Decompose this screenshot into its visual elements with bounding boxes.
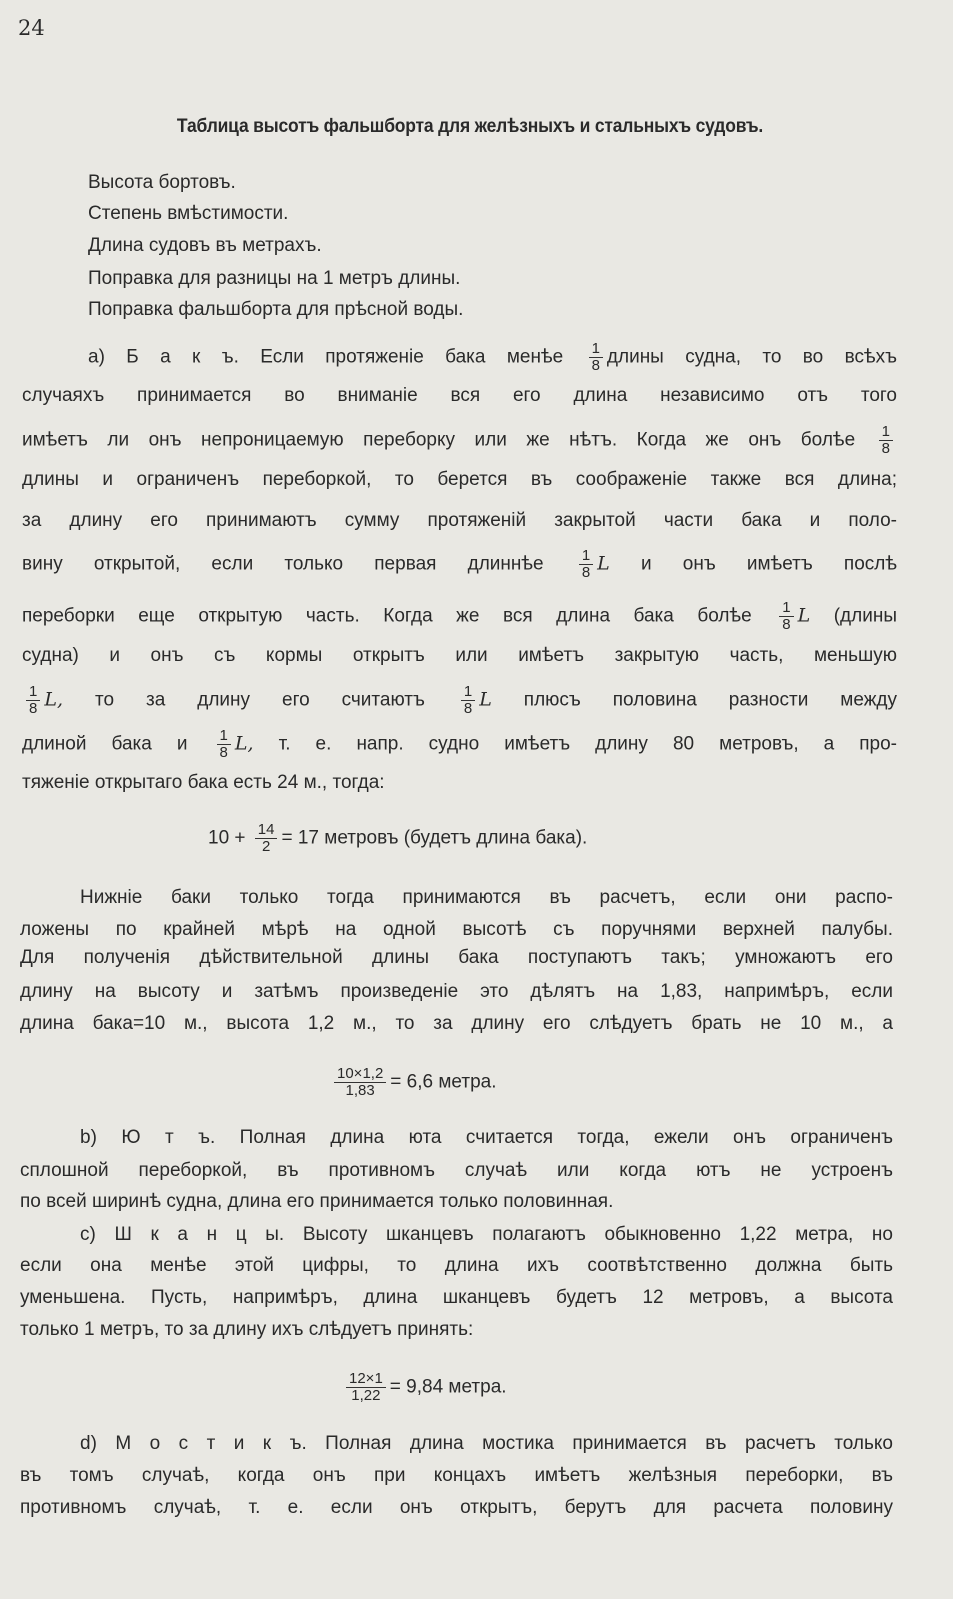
fraction [26,684,40,717]
fraction-numerator: 1 [779,600,793,617]
text-line [22,548,897,581]
text-line [20,980,893,1004]
text-line [20,946,893,970]
text-line [80,1126,893,1150]
text-segment: Для полученiя дѣйствительной длины бака поступаютъ такъ; умножаютъ его [20,947,893,968]
text-line [22,424,897,457]
fraction-numerator: 1 [579,548,593,565]
text-line [88,202,288,226]
text-segment: длину на высоту и затѣмъ произведенiе это дѣлятъ на 1,83, напримѣръ, если [20,981,893,1002]
text-segment: противномъ случаѣ, т. е. если онъ открытъ, берутъ для расчета половину [20,1497,893,1518]
text-segment: Поправка фальшборта для прѣсной воды. [88,299,464,320]
text-segment: ложены по крайней мѣрѣ на одной высотѣ съ поручнями верхней палубы. [20,919,893,940]
text-segment: d) М о с т и к ъ. Полная длина мостика принимается въ расчетъ только [80,1433,893,1454]
fraction [589,341,603,374]
fraction-denominator: 8 [581,564,591,581]
fraction [461,684,475,717]
text-segment: Поправка для разницы на 1 метръ длины. [88,268,461,289]
text-line [80,1432,893,1456]
fraction-numerator: 1 [217,728,231,745]
text-line [80,886,893,910]
formula-line [330,1066,496,1099]
math-variable: L, [234,732,254,755]
text-segment: вину открытой, если только первая длиннѣе [22,553,544,575]
math-variable: L [597,552,610,575]
page-title: Таблица высотъ фальшборта для желѣзныхъ и стальныхъ судовъ. [176,116,764,137]
text-line [22,644,897,668]
fraction-numerator: 1 [879,424,893,441]
fraction-numerator: 12×1 [346,1371,386,1388]
fraction [346,1371,386,1404]
fraction-numerator: 14 [255,822,278,839]
text-segment: то за длину его считаютъ [94,689,425,711]
text-line [20,1496,893,1520]
text-segment: Нижнiе баки только тогда принимаются въ расчетъ, если они распо- [80,887,893,908]
math-variable: L, [44,688,64,711]
fraction-numerator: 1 [26,684,40,701]
text-line [22,684,897,717]
fraction-denominator: 8 [591,357,600,374]
text-line [88,171,236,195]
text-segment: длины судна, то во всѣхъ [606,346,898,368]
text-segment: уменьшена. Пусть, напримѣръ, длина шканцевъ будетъ 12 метровъ, а высота [20,1287,893,1308]
text-segment: (длины [833,605,897,627]
text-line [22,468,897,492]
fraction [879,424,893,457]
text-segment: Степень вмѣстимости. [88,203,289,224]
fraction [779,600,793,633]
text-segment: Длина судовъ въ метрахъ. [88,235,322,256]
text-segment: если она менѣе этой цифры, то длина ихъ соотвѣтственно должна быть [20,1255,893,1276]
formula-line [342,1371,507,1404]
text-line [20,1318,473,1342]
text-line [22,771,385,795]
fraction [579,548,593,581]
text-line [88,341,897,374]
formula-line [208,822,587,855]
text-segment: имѣетъ ли онъ непроницаемую переборку или же нѣтъ. Когда же онъ болѣе [22,429,856,451]
text-segment: и онъ имѣетъ послѣ [640,553,898,575]
text-segment: b) Ю т ъ. Полная длина юта считается тогда, ежели онъ ограниченъ [80,1127,893,1148]
text-line [80,1223,893,1247]
text-segment: за длину его принимаютъ сумму протяженiй закрытой части бака и поло- [22,510,897,531]
text-line [88,267,460,291]
fraction-denominator: 1,83 [345,1082,375,1099]
text-line [20,1190,613,1214]
text-segment: плюсъ половина разности между [523,689,897,711]
math-variable: L [479,688,492,711]
text-segment: т. е. напр. судно имѣетъ длину 80 метровъ, а про- [278,733,898,755]
text-segment: тяженiе открытаго бака есть 24 м., тогда: [22,772,385,793]
text-line [22,509,897,533]
text-segment: = 6,6 метра. [390,1071,497,1093]
text-segment: 10 + [208,827,246,849]
text-line [20,1012,893,1036]
text-line [20,1254,893,1278]
math-variable: L [797,604,811,627]
text-segment: судна) и онъ съ кормы открытъ или имѣетъ закрытую часть, меньшую [22,645,897,666]
text-line [20,918,893,942]
fraction-denominator: 8 [881,440,891,457]
text-segment: Высота бортовъ. [88,172,236,193]
fraction [255,822,278,855]
fraction [217,728,231,761]
fraction-denominator: 8 [782,616,791,633]
text-line [88,234,322,258]
fraction-denominator: 8 [29,700,38,717]
fraction-numerator: 10×1,2 [334,1066,386,1083]
text-segment: случаяхъ принимается во вниманiе вся его длина независимо отъ того [22,385,897,406]
text-line [20,1464,893,1488]
fraction-numerator: 1 [589,341,603,358]
text-segment: только 1 метръ, то за длину ихъ слѣдуетъ принять: [20,1319,474,1340]
fraction [334,1066,386,1099]
text-segment: = 17 метровъ (будетъ длина бака). [281,827,588,849]
page-number: 24 [18,16,45,40]
text-line [22,728,897,761]
text-line [22,384,897,408]
text-line [20,1159,893,1183]
text-segment: c) Ш к а н ц ы. Высоту шканцевъ полагаютъ обыкновенно 1,22 метра, но [80,1224,893,1245]
text-segment: длиной бака и [22,733,188,755]
text-segment: по всей ширинѣ судна, длина его принимается только половинная. [20,1191,614,1212]
text-line [20,1286,893,1310]
text-segment: въ томъ случаѣ, когда онъ при концахъ имѣетъ желѣзныя переборки, въ [20,1465,893,1486]
fraction-numerator: 1 [461,684,475,701]
text-segment: сплошной переборкой, въ противномъ случаѣ или когда ютъ не устроенъ [20,1160,893,1181]
text-segment: переборки еще открытую часть. Когда же вся длина бака болѣе [22,605,752,627]
text-segment: а) Б а к ъ. Если протяженiе бака менѣе [88,346,564,368]
fraction-denominator: 1,22 [351,1387,381,1404]
text-segment: длины и ограниченъ переборкой, то берется въ соображенiе также вся длина; [22,469,897,490]
text-line [22,600,897,633]
text-line [88,298,463,322]
text-segment: длина бака=10 м., высота 1,2 м., то за длину его слѣдуетъ брать не 10 м., а [20,1013,893,1034]
text-segment: = 9,84 метра. [389,1376,507,1398]
fraction-denominator: 8 [219,744,228,761]
fraction-denominator: 2 [261,838,271,855]
fraction-denominator: 8 [463,700,473,717]
